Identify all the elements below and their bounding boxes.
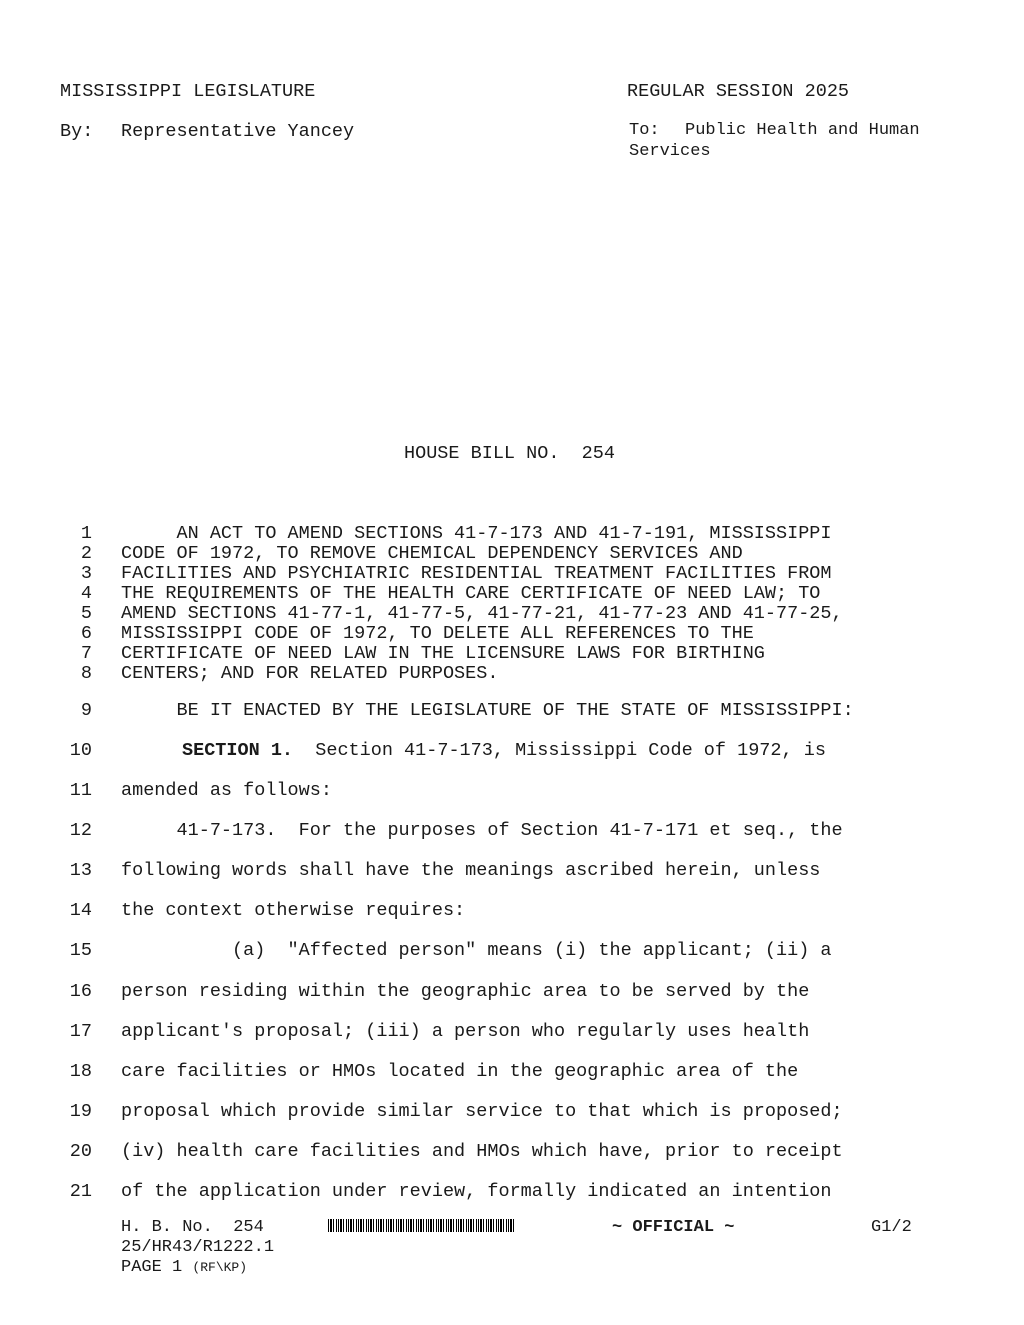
line-number: 10 [69,740,92,761]
line-number: 11 [69,780,92,801]
section-heading: SECTION 1. [182,740,294,761]
footer-doc-id: 25/HR43/R1222.1 [121,1238,275,1257]
line-number: 4 [80,583,92,604]
official-label: ~ OFFICIAL ~ [612,1218,735,1237]
line-number: 2 [80,543,92,564]
line-number: 16 [69,981,92,1002]
sponsor-name: Representative Yancey [121,121,355,142]
line-number: 8 [80,663,92,684]
bill-title: HOUSE BILL NO. 254 [404,443,615,464]
session-label: REGULAR SESSION 2025 [627,81,850,102]
line-text: following words shall have the meanings ascribed herein, unless [121,860,821,881]
line-number: 1 [80,523,92,544]
line-text: the context otherwise requires: [121,900,466,921]
barcode-icon [328,1219,514,1232]
by-label: By: [60,121,94,142]
line-number: 20 [69,1141,92,1162]
page-number: PAGE 1 [121,1258,183,1277]
section-heading-line [121,740,826,761]
line-text: 41-7-173. For the purposes of Section 41-7-171 et seq., the [121,820,843,841]
line-text: Section 41-7-173, Mississippi Code of 1972, is [293,740,826,761]
line-number: 14 [69,900,92,921]
enacting-clause: BE IT ENACTED BY THE LEGISLATURE OF THE STATE OF MISSISSIPPI: [121,700,854,721]
line-number: 21 [69,1181,92,1202]
line-text: of the application under review, formally indicated an intention [121,1181,832,1202]
line-number: 7 [80,643,92,664]
footer-initials: (RF\KP) [192,1260,248,1275]
line-text: (a) "Affected person" means (i) the applicant; (ii) a [121,940,832,961]
line-number: 15 [69,940,92,961]
line-text: AMEND SECTIONS 41-77-1, 41-77-5, 41-77-21, 41-77-23 AND 41-77-25, [121,603,843,624]
line-number: 9 [80,700,92,721]
line-text: AN ACT TO AMEND SECTIONS 41-7-173 AND 41-7-191, MISSISSIPPI [121,523,832,544]
line-text: MISSISSIPPI CODE OF 1972, TO DELETE ALL REFERENCES TO THE [121,623,754,644]
line-text: proposal which provide similar service to that which is proposed; [121,1101,843,1122]
line-number: 3 [80,563,92,584]
line-number: 19 [69,1101,92,1122]
line-number: 6 [80,623,92,644]
footer-code: G1/2 [871,1218,912,1237]
line-text: THE REQUIREMENTS OF THE HEALTH CARE CERTIFICATE OF NEED LAW; TO [121,583,821,604]
line-text: (iv) health care facilities and HMOs which have, prior to receipt [121,1141,843,1162]
line-text: CERTIFICATE OF NEED LAW IN THE LICENSURE LAWS FOR BIRTHING [121,643,765,664]
line-number: 12 [69,820,92,841]
line-number: 13 [69,860,92,881]
to-label: To: [629,121,660,140]
line-number: 17 [69,1021,92,1042]
line-text: person residing within the geographic area to be served by the [121,981,810,1002]
legislature-name: MISSISSIPPI LEGISLATURE [60,81,316,102]
line-text: applicant's proposal; (iii) a person who regularly uses health [121,1021,810,1042]
committee-line-1: Public Health and Human [685,121,920,140]
footer-page [121,1258,247,1277]
committee-line-2: Services [629,142,711,161]
line-text: care facilities or HMOs located in the geographic area of the [121,1061,799,1082]
line-text: amended as follows: [121,780,332,801]
line-text: CENTERS; AND FOR RELATED PURPOSES. [121,663,499,684]
line-number: 18 [69,1061,92,1082]
line-number: 5 [80,603,92,624]
footer-bill-ref: H. B. No. 254 [121,1218,264,1237]
line-text: CODE OF 1972, TO REMOVE CHEMICAL DEPENDENCY SERVICES AND [121,543,743,564]
line-text: FACILITIES AND PSYCHIATRIC RESIDENTIAL TREATMENT FACILITIES FROM [121,563,832,584]
